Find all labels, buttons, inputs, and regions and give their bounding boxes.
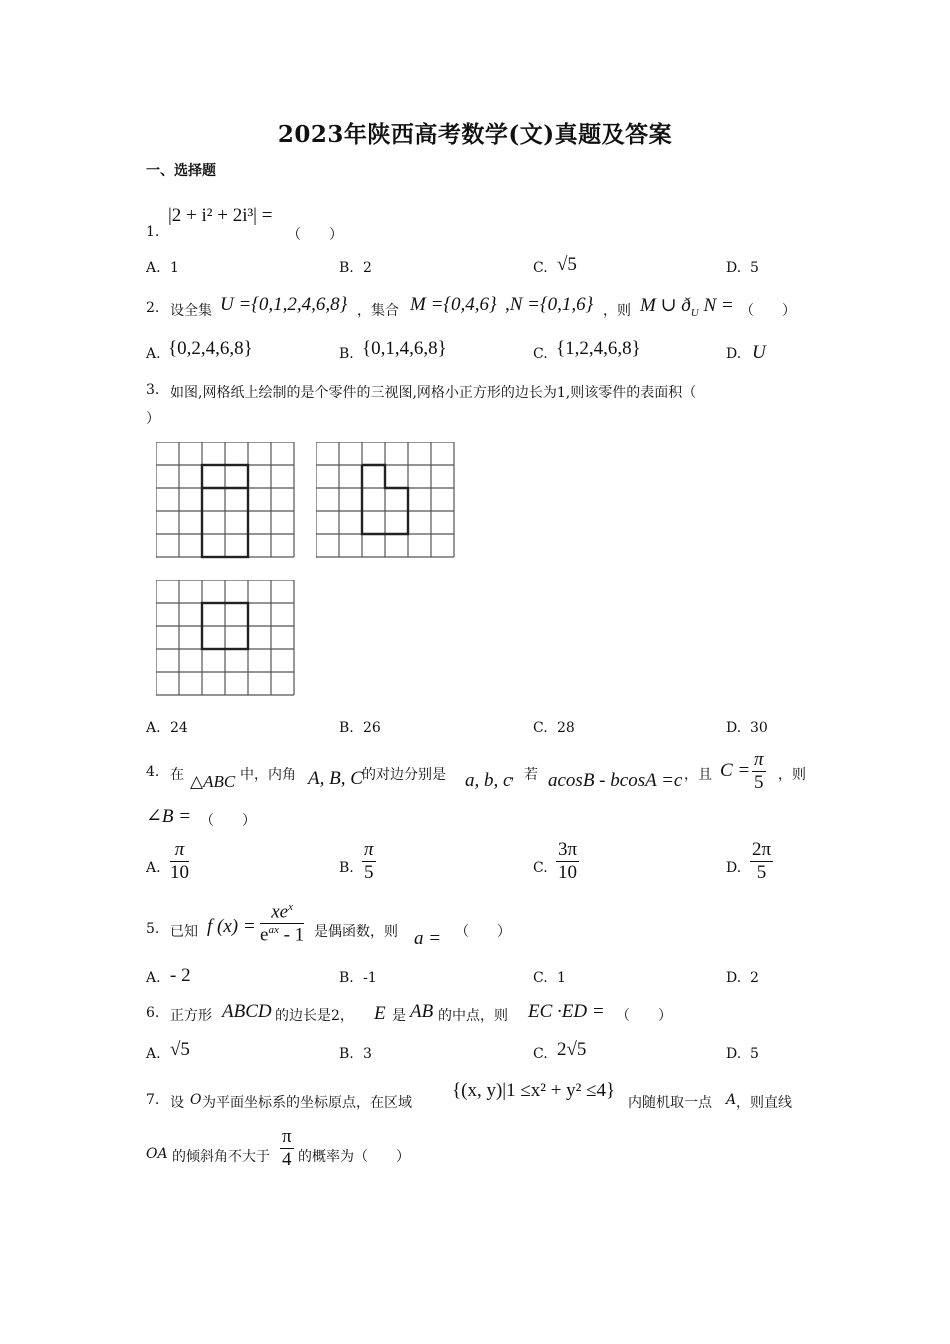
q1-option-d-value: 5 [750, 260, 759, 276]
q6-text-4: 的中点，则 [438, 1008, 508, 1024]
q6-paren: （ ） [616, 1008, 672, 1024]
q4-number: 4. [146, 764, 160, 780]
q1-option-b-value: 2 [363, 260, 372, 276]
q3-text: 如图,网格纸上绘制的是个零件的三视图,网格小正方形的边长为1,则该零件的表面积（ [170, 385, 697, 401]
section-heading: 一、选择题 [146, 163, 216, 179]
q5-text-2: 是偶函数，则 [314, 924, 398, 940]
q6-expression: EC ·ED = [528, 1001, 605, 1022]
q7-text-2: 为平面坐标系的坐标原点，在区域 [202, 1095, 412, 1111]
q2-option-c-label: C. [533, 346, 548, 362]
q1-expression: |2 + i² + 2i³| = [168, 205, 273, 226]
q1-paren: （ ） [287, 227, 343, 243]
q3-number: 3. [146, 382, 160, 398]
q6-text-2: 的边长是2， [275, 1008, 354, 1024]
q7-origin: O [190, 1092, 202, 1108]
q6-option-a-label: A. [146, 1046, 161, 1062]
q1-option-b-label: B. [339, 260, 354, 276]
q1-option-a-value: 1 [170, 260, 179, 276]
side-view-figure [316, 442, 456, 560]
q5-fraction: $xe^x$ $e^{ax} - 1$ [260, 901, 305, 946]
q2-option-d-value: U [752, 342, 766, 363]
q2-option-a-label: A. [146, 346, 161, 362]
q3-option-a-label: A. [146, 720, 161, 736]
q6-option-c-label: C. [533, 1046, 548, 1062]
q3-text-end: ） [146, 411, 160, 427]
q5-option-d-value: 2 [750, 970, 759, 986]
q4-text-1: 在 [170, 767, 184, 783]
q2-set-u: U ={0,1,2,4,6,8} [220, 294, 348, 315]
q7-text-6: 的概率为（ ） [298, 1149, 410, 1165]
q2-text-c: ，则 [603, 303, 631, 319]
q4-c-fraction: $\frac{\pi}{5}$ [754, 749, 764, 793]
q4-option-a-label: A. [146, 860, 161, 876]
q6-square: ABCD [222, 1001, 272, 1022]
q4-option-b-fraction: $\frac{\pi}{5}$ [364, 839, 374, 883]
q5-text-1: 已知 [170, 924, 198, 940]
q3-option-c-label: C. [533, 720, 548, 736]
q6-text-1: 正方形 [170, 1008, 212, 1024]
q4-option-c-fraction: $\frac{3\pi}{10}$ [558, 839, 578, 883]
q5-paren: （ ） [455, 924, 511, 940]
q3-option-d-value: 30 [750, 720, 768, 736]
q4-text-6: ，则 [778, 767, 806, 783]
q1-option-c-label: C. [533, 260, 548, 276]
q7-region: {(x, y)|1 ≤x² + y² ≤4} [452, 1080, 616, 1101]
q4-text-5: ，且 [684, 767, 712, 783]
q7-text-4: ，则直线 [736, 1095, 792, 1111]
q4-option-d-label: D. [726, 860, 742, 876]
q3-option-c-value: 28 [557, 720, 575, 736]
q3-option-b-label: B. [339, 720, 354, 736]
q7-number: 7. [146, 1092, 160, 1108]
page-title: 2023年陕西高考数学(文)真题及答案 [277, 121, 673, 148]
q4-option-d-fraction: $\frac{2\pi}{5}$ [752, 839, 772, 883]
q2-paren: （ ） [740, 303, 796, 319]
q7-point-a: A [726, 1092, 737, 1108]
q4-option-c-label: C. [533, 860, 548, 876]
q7-line-oa: OA [146, 1146, 168, 1162]
q7-text-1: 设 [170, 1095, 184, 1111]
q5-option-b-label: B. [339, 970, 354, 986]
q6-segment-ab: AB [410, 1001, 434, 1022]
front-view-figure [156, 442, 296, 560]
q6-option-a-value: √5 [170, 1039, 190, 1060]
q4-condition: acosB - bcosA =c [548, 770, 683, 791]
q5-option-c-value: 1 [557, 970, 566, 986]
q3-option-b-value: 26 [363, 720, 381, 736]
q4-text-3: 的对边分别是 [362, 767, 446, 783]
q4-text-2: 中，内角 [240, 767, 296, 783]
q4-sides: a, b, c [465, 770, 512, 791]
q4-triangle: △ABC [190, 772, 236, 791]
q5-option-a-value: - 2 [170, 965, 191, 986]
q2-option-d-label: D. [726, 346, 742, 362]
q2-number: 2. [146, 300, 160, 316]
q5-function: f (x) = [207, 916, 256, 937]
q1-number: 1. [146, 224, 160, 240]
q4-c-expr: C = [720, 760, 751, 781]
q7-text-5: 的倾斜角不大于 [172, 1149, 270, 1165]
q6-point-e: E [374, 1003, 386, 1024]
q6-text-3: 是 [392, 1008, 406, 1024]
q5-option-b-value: -1 [363, 970, 377, 986]
q1-option-c-value: √5 [557, 254, 577, 275]
q2-option-b-value: {0,1,4,6,8} [362, 338, 447, 359]
q6-option-b-value: 3 [363, 1046, 372, 1062]
q2-set-m: M ={0,4,6} [410, 294, 497, 315]
q1-option-d-label: D. [726, 260, 742, 276]
q2-expression: M ∪ $ð_U$ N = [640, 295, 734, 319]
q5-number: 5. [146, 921, 160, 937]
q2-text-a: 设全集 [170, 303, 212, 319]
q6-option-b-label: B. [339, 1046, 354, 1062]
q7-text-3: 内随机取一点 [628, 1095, 712, 1111]
q4-angles: A, B, C [308, 768, 363, 789]
q6-option-d-value: 5 [750, 1046, 759, 1062]
q4-paren: （ ） [200, 813, 256, 829]
q5-option-a-label: A. [146, 970, 161, 986]
q6-option-c-value: 2√5 [557, 1039, 587, 1060]
q5-option-c-label: C. [533, 970, 548, 986]
q2-text-b: ，集合 [357, 303, 399, 319]
q2-option-b-label: B. [339, 346, 354, 362]
q2-option-c-value: {1,2,4,6,8} [556, 338, 641, 359]
q3-option-d-label: D. [726, 720, 742, 736]
top-view-figure [156, 580, 296, 698]
q2-option-a-value: {0,2,4,6,8} [168, 338, 253, 359]
q5-option-d-label: D. [726, 970, 742, 986]
q3-option-a-value: 24 [170, 720, 188, 736]
q6-option-d-label: D. [726, 1046, 742, 1062]
q4-option-b-label: B. [339, 860, 354, 876]
q4-text-4: ，若 [510, 767, 538, 783]
q6-number: 6. [146, 1005, 160, 1021]
q1-option-a-label: A. [146, 260, 161, 276]
q7-fraction: $\frac{\pi}{4}$ [282, 1126, 292, 1170]
q2-set-n: ,N ={0,1,6} [505, 294, 594, 315]
q4-angle-b: ∠B = [146, 806, 192, 827]
q4-option-a-fraction: $\frac{\pi}{10}$ [170, 839, 189, 883]
q5-variable-a: a = [414, 928, 442, 949]
